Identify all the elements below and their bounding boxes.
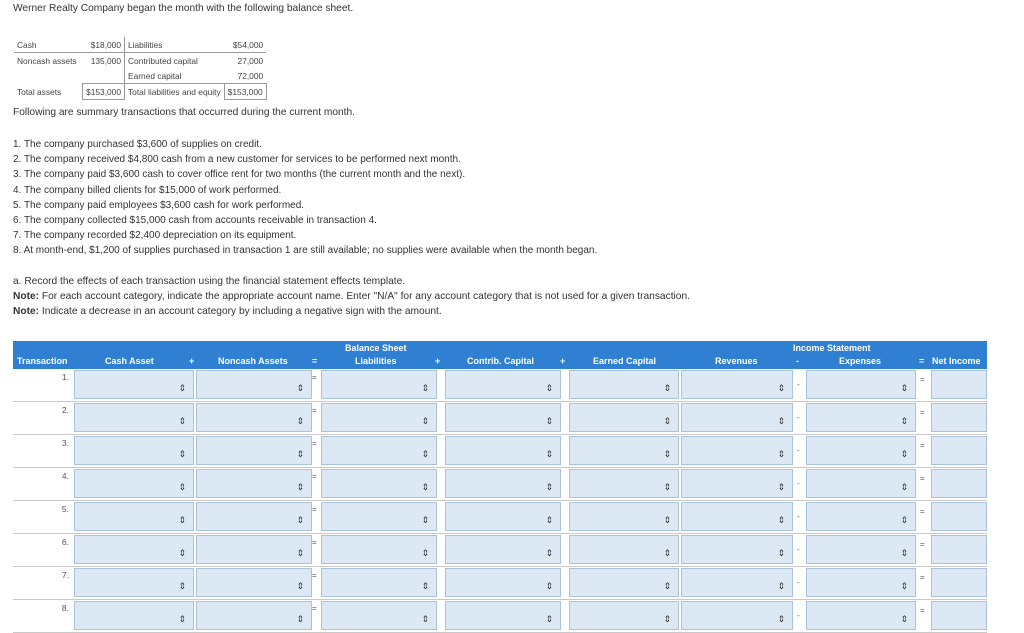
dropdown-arrow-icon: ⇕	[777, 482, 785, 492]
earned-capital-select[interactable]	[569, 535, 679, 564]
dropdown-arrow-icon: ⇕	[421, 449, 429, 459]
dropdown-arrow-icon: ⇕	[178, 515, 186, 525]
group-balance-sheet: Balance Sheet	[345, 343, 407, 353]
dropdown-arrow-icon: ⇕	[421, 548, 429, 558]
net-income-input[interactable]	[931, 601, 987, 630]
dropdown-arrow-icon: ⇕	[545, 383, 553, 393]
liabilities-select[interactable]	[321, 568, 437, 597]
dropdown-arrow-icon: ⇕	[296, 548, 304, 558]
revenues-select[interactable]	[681, 469, 793, 498]
dropdown-arrow-icon: ⇕	[900, 449, 908, 459]
dropdown-arrow-icon: ⇕	[296, 581, 304, 591]
dropdown-arrow-icon: ⇕	[663, 614, 671, 624]
dropdown-arrow-icon: ⇕	[178, 482, 186, 492]
expenses-select[interactable]	[806, 469, 916, 498]
following-text: Following are summary transactions that occurred during the current month.	[13, 107, 356, 118]
bs-value: 72,000	[224, 68, 266, 84]
contrib-capital-select[interactable]	[445, 469, 561, 498]
revenues-select[interactable]	[681, 601, 793, 630]
dropdown-arrow-icon: ⇕	[545, 449, 553, 459]
dropdown-arrow-icon: ⇕	[178, 581, 186, 591]
instruction-a	[13, 276, 405, 287]
dropdown-arrow-icon: ⇕	[545, 614, 553, 624]
revenues-select[interactable]	[681, 370, 793, 399]
table-row	[13, 567, 987, 600]
bs-label: Earned capital	[125, 68, 225, 84]
contrib-capital-select[interactable]	[445, 370, 561, 399]
bs-value	[82, 68, 125, 84]
transaction-number: 8.	[61, 603, 69, 613]
dropdown-arrow-icon: ⇕	[178, 614, 186, 624]
earned-capital-select[interactable]	[569, 370, 679, 399]
equals-sign: =	[920, 474, 925, 483]
transaction-number: 2.	[61, 405, 69, 415]
dropdown-arrow-icon: ⇕	[663, 416, 671, 426]
col-revenues: Revenues	[715, 356, 758, 366]
transaction-number: 7.	[61, 570, 69, 580]
revenues-select[interactable]	[681, 403, 793, 432]
col-transaction: Transaction	[17, 356, 68, 366]
dropdown-arrow-icon: ⇕	[545, 416, 553, 426]
expenses-select[interactable]	[806, 568, 916, 597]
bs-label	[14, 68, 82, 84]
dropdown-arrow-icon: ⇕	[178, 548, 186, 558]
net-income-input[interactable]	[931, 436, 987, 465]
noncash-assets-select[interactable]	[196, 403, 312, 432]
bs-total: $153,000	[82, 84, 125, 100]
equals-sign: =	[920, 573, 925, 582]
liabilities-select[interactable]	[321, 436, 437, 465]
net-income-input[interactable]	[931, 370, 987, 399]
transaction-item: 8. At month-end, $1,200 of supplies purchased in transaction 1 are still available; no supplies were available when the month began.	[13, 245, 598, 257]
col-noncash-assets: Noncash Assets	[218, 356, 288, 366]
template-rows	[13, 369, 987, 633]
op-plus: +	[189, 356, 195, 366]
dropdown-arrow-icon: ⇕	[545, 482, 553, 492]
minus-sign: -	[797, 545, 800, 554]
table-row	[13, 468, 987, 501]
note-1	[13, 291, 690, 302]
equals-sign: =	[920, 441, 925, 450]
equals-sign: =	[920, 507, 925, 516]
transaction-item: 6. The company collected $15,000 cash from accounts receivable in transaction 4.	[13, 214, 377, 226]
group-income-statement: Income Statement	[793, 343, 871, 353]
dropdown-arrow-icon: ⇕	[663, 548, 671, 558]
col-expenses: Expenses	[839, 356, 882, 366]
net-income-input[interactable]	[931, 403, 987, 432]
equals-sign: =	[312, 439, 317, 448]
transaction-item: 4. The company billed clients for $15,000 of work performed.	[13, 184, 282, 196]
table-row	[13, 534, 987, 567]
cash-asset-select[interactable]	[74, 601, 194, 630]
dropdown-arrow-icon: ⇕	[545, 515, 553, 525]
note-2	[13, 306, 442, 317]
transaction-number: 3.	[61, 438, 69, 448]
dropdown-arrow-icon: ⇕	[545, 548, 553, 558]
bs-label: Noncash assets	[17, 55, 77, 66]
col-cash-asset: Cash Asset	[105, 356, 154, 366]
equals-sign: =	[920, 606, 925, 615]
earned-capital-select[interactable]	[569, 601, 679, 630]
table-row	[13, 501, 987, 534]
bs-value: $54,000	[224, 37, 266, 53]
dropdown-arrow-icon: ⇕	[663, 581, 671, 591]
expenses-select[interactable]	[806, 436, 916, 465]
dropdown-arrow-icon: ⇕	[296, 614, 304, 624]
transaction-item: 7. The company recorded $2,400 depreciation on its equipment.	[13, 230, 297, 242]
dropdown-arrow-icon: ⇕	[900, 383, 908, 393]
dropdown-arrow-icon: ⇕	[178, 449, 186, 459]
table-row	[13, 402, 987, 435]
col-liabilities: Liabilities	[355, 356, 397, 366]
minus-sign: -	[797, 380, 800, 389]
transaction-item: 5. The company paid employees $3,600 cash for work performed.	[13, 199, 305, 211]
dropdown-arrow-icon: ⇕	[421, 482, 429, 492]
transaction-list	[13, 137, 597, 259]
noncash-assets-select[interactable]	[196, 370, 312, 399]
note-label: Note:	[13, 291, 40, 302]
dropdown-arrow-icon: ⇕	[777, 449, 785, 459]
bs-total: $153,000	[224, 84, 266, 100]
contrib-capital-select[interactable]	[445, 535, 561, 564]
dropdown-arrow-icon: ⇕	[663, 482, 671, 492]
minus-sign: -	[797, 413, 800, 422]
col-net-income: Net Income	[932, 356, 981, 366]
noncash-assets-select[interactable]	[196, 469, 312, 498]
op-equals: =	[919, 356, 925, 366]
revenues-select[interactable]	[681, 502, 793, 531]
liabilities-select[interactable]	[321, 469, 437, 498]
bs-value: 135,000	[82, 53, 125, 69]
minus-sign: -	[797, 611, 800, 620]
noncash-assets-select[interactable]	[196, 436, 312, 465]
noncash-assets-select[interactable]	[196, 601, 312, 630]
dropdown-arrow-icon: ⇕	[296, 449, 304, 459]
instruction-a-text: a. Record the effects of each transaction using the financial statement effects template.	[13, 276, 406, 287]
minus-sign: -	[797, 479, 800, 488]
dropdown-arrow-icon: ⇕	[421, 614, 429, 624]
liabilities-select[interactable]	[321, 535, 437, 564]
dropdown-arrow-icon: ⇕	[296, 515, 304, 525]
liabilities-select[interactable]	[321, 370, 437, 399]
dropdown-arrow-icon: ⇕	[777, 548, 785, 558]
table-row	[13, 435, 987, 468]
bs-value: 27,000	[237, 55, 264, 66]
dropdown-arrow-icon: ⇕	[663, 449, 671, 459]
earned-capital-select[interactable]	[569, 568, 679, 597]
dropdown-arrow-icon: ⇕	[777, 581, 785, 591]
equals-sign: =	[312, 406, 317, 415]
dropdown-arrow-icon: ⇕	[900, 515, 908, 525]
net-income-input[interactable]	[931, 469, 987, 498]
dropdown-arrow-icon: ⇕	[663, 383, 671, 393]
noncash-assets-select[interactable]	[196, 568, 312, 597]
beginning-balance-sheet	[14, 37, 267, 100]
equals-sign: =	[312, 571, 317, 580]
dropdown-arrow-icon: ⇕	[178, 383, 186, 393]
liabilities-select[interactable]	[321, 502, 437, 531]
bs-label: Liabilities	[125, 37, 225, 53]
dropdown-arrow-icon: ⇕	[777, 383, 785, 393]
contrib-capital-select[interactable]	[445, 601, 561, 630]
noncash-assets-select[interactable]	[196, 502, 312, 531]
contrib-capital-select[interactable]	[445, 403, 561, 432]
minus-sign: -	[797, 578, 800, 587]
transaction-number: 4.	[61, 471, 69, 481]
dropdown-arrow-icon: ⇕	[296, 416, 304, 426]
cash-asset-select[interactable]	[74, 436, 194, 465]
cash-asset-select[interactable]	[74, 469, 194, 498]
bs-label: Total liabilities and equity	[128, 86, 221, 97]
expenses-select[interactable]	[806, 601, 916, 630]
note-label: Note:	[13, 306, 40, 317]
table-row	[13, 600, 987, 633]
liabilities-select[interactable]	[321, 403, 437, 432]
equals-sign: =	[312, 373, 317, 382]
dropdown-arrow-icon: ⇕	[900, 416, 908, 426]
col-earned-capital: Earned Capital	[593, 356, 657, 366]
dropdown-arrow-icon: ⇕	[777, 614, 785, 624]
transaction-item: 3. The company paid $3,600 cash to cover office rent for two months (the current month and the next).	[13, 169, 466, 181]
effects-template	[13, 341, 987, 633]
intro-text: Werner Realty Company began the month with the following balance sheet.	[13, 3, 354, 14]
equals-sign: =	[920, 408, 925, 417]
equals-sign: =	[920, 540, 925, 549]
earned-capital-select[interactable]	[569, 469, 679, 498]
contrib-capital-select[interactable]	[445, 502, 561, 531]
earned-capital-select[interactable]	[569, 502, 679, 531]
dropdown-arrow-icon: ⇕	[545, 581, 553, 591]
revenues-select[interactable]	[681, 568, 793, 597]
op-plus: +	[560, 356, 566, 366]
transaction-number: 5.	[61, 504, 69, 514]
revenues-select[interactable]	[681, 535, 793, 564]
contrib-capital-select[interactable]	[445, 568, 561, 597]
minus-sign: -	[797, 512, 800, 521]
dropdown-arrow-icon: ⇕	[421, 416, 429, 426]
cash-asset-select[interactable]	[74, 403, 194, 432]
dropdown-arrow-icon: ⇕	[777, 515, 785, 525]
cash-asset-select[interactable]	[74, 535, 194, 564]
noncash-assets-select[interactable]	[196, 535, 312, 564]
net-income-input[interactable]	[931, 535, 987, 564]
note-text: For each account category, indicate the appropriate account name. Enter "N/A" for any account category that is not used for a given transaction.	[39, 291, 690, 302]
equals-sign: =	[312, 604, 317, 613]
dropdown-arrow-icon: ⇕	[296, 383, 304, 393]
revenues-select[interactable]	[681, 436, 793, 465]
net-income-input[interactable]	[931, 568, 987, 597]
contrib-capital-select[interactable]	[445, 436, 561, 465]
dropdown-arrow-icon: ⇕	[900, 614, 908, 624]
dropdown-arrow-icon: ⇕	[421, 581, 429, 591]
bs-label: Contributed capital	[128, 55, 198, 66]
bs-row-cash	[14, 37, 266, 53]
dropdown-arrow-icon: ⇕	[777, 416, 785, 426]
equals-sign: =	[920, 375, 925, 384]
col-contrib-capital: Contrib. Capital	[467, 356, 534, 366]
dropdown-arrow-icon: ⇕	[178, 416, 186, 426]
table-row	[13, 369, 987, 402]
earned-capital-select[interactable]	[569, 436, 679, 465]
cash-asset-select[interactable]	[74, 502, 194, 531]
expenses-select[interactable]	[806, 502, 916, 531]
net-income-input[interactable]	[931, 502, 987, 531]
expenses-select[interactable]	[806, 535, 916, 564]
bs-row-earned	[14, 68, 266, 84]
bs-row-totals	[14, 84, 266, 100]
equals-sign: =	[312, 505, 317, 514]
dropdown-arrow-icon: ⇕	[900, 482, 908, 492]
bs-value: $18,000	[82, 37, 125, 53]
equals-sign: =	[312, 472, 317, 481]
note-text: Indicate a decrease in an account category by including a negative sign with the amount.	[39, 306, 442, 317]
op-equals: =	[312, 356, 318, 366]
dropdown-arrow-icon: ⇕	[900, 548, 908, 558]
op-minus: -	[796, 356, 799, 366]
expenses-select[interactable]	[806, 403, 916, 432]
dropdown-arrow-icon: ⇕	[296, 482, 304, 492]
dropdown-arrow-icon: ⇕	[421, 515, 429, 525]
transaction-item: 2. The company received $4,800 cash from a new customer for services to be performed next month.	[13, 154, 461, 166]
template-header	[13, 341, 987, 369]
equals-sign: =	[312, 538, 317, 547]
minus-sign: -	[797, 446, 800, 455]
dropdown-arrow-icon: ⇕	[421, 383, 429, 393]
dropdown-arrow-icon: ⇕	[900, 581, 908, 591]
transaction-number: 1.	[61, 372, 69, 382]
liabilities-select[interactable]	[321, 601, 437, 630]
dropdown-arrow-icon: ⇕	[663, 515, 671, 525]
transaction-number: 6.	[61, 537, 69, 547]
op-plus: +	[435, 356, 441, 366]
cash-asset-select[interactable]	[74, 370, 194, 399]
transaction-item: 1. The company purchased $3,600 of supplies on credit.	[13, 139, 262, 150]
expenses-select[interactable]	[806, 370, 916, 399]
bs-label: Cash	[14, 37, 82, 53]
bs-label: Total assets	[17, 86, 62, 97]
bs-row-noncash	[14, 53, 266, 69]
cash-asset-select[interactable]	[74, 568, 194, 597]
earned-capital-select[interactable]	[569, 403, 679, 432]
